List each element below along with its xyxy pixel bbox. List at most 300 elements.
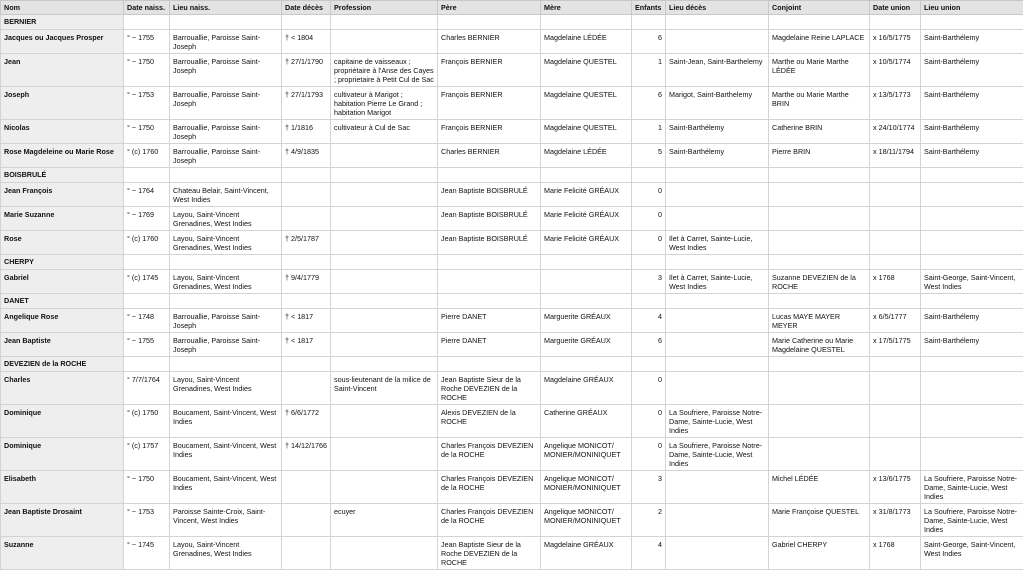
table-cell: ° ~ 1755: [124, 30, 170, 54]
table-cell: [331, 438, 438, 471]
person-name: Nicolas: [1, 120, 124, 144]
table-cell: [282, 357, 331, 372]
table-cell: 1: [632, 120, 666, 144]
table-cell: Layou, Saint-Vincent Grenadines, West Indies: [170, 537, 282, 570]
table-cell: [282, 168, 331, 183]
table-cell: x 6/5/1777: [870, 309, 921, 333]
table-row: [1, 309, 1023, 333]
table-cell: x 13/6/1775: [870, 471, 921, 504]
table-cell: ° (c) 1760: [124, 144, 170, 168]
table-cell: [438, 15, 541, 30]
table-cell: [331, 183, 438, 207]
table-cell: [331, 309, 438, 333]
table-cell: [170, 15, 282, 30]
table-cell: 0: [632, 231, 666, 255]
table-cell: ° ~ 1753: [124, 87, 170, 120]
person-name: Jean Baptiste: [1, 333, 124, 357]
table-cell: x 31/8/1773: [870, 504, 921, 537]
table-cell: [870, 357, 921, 372]
person-name: Charles: [1, 372, 124, 405]
person-name: Elisabeth: [1, 471, 124, 504]
table-cell: † 9/4/1779: [282, 270, 331, 294]
table-cell: ° 7/7/1764: [124, 372, 170, 405]
table-row: [1, 144, 1023, 168]
table-cell: [921, 438, 1023, 471]
table-cell: [769, 372, 870, 405]
table-cell: [666, 309, 769, 333]
table-cell: Lucas MAYE MAYER MEYER: [769, 309, 870, 333]
table-cell: [124, 168, 170, 183]
table-cell: Jean Baptiste BOISBRULÉ: [438, 231, 541, 255]
person-name: Rose: [1, 231, 124, 255]
table-row: [1, 405, 1023, 438]
table-cell: Saint-Barthélemy: [921, 333, 1023, 357]
table-cell: [541, 15, 632, 30]
table-cell: [331, 255, 438, 270]
table-cell: Saint-Barthélemy: [666, 120, 769, 144]
table-cell: [769, 183, 870, 207]
table-cell: Jean Baptiste Sieur de la Roche DEVEZIEN de la ROCHE: [438, 537, 541, 570]
table-cell: Magdelaine LÉDÉE: [541, 144, 632, 168]
table-cell: [921, 294, 1023, 309]
table-cell: [124, 357, 170, 372]
table-cell: Gabriel CHERPY: [769, 537, 870, 570]
table-cell: [666, 537, 769, 570]
table-cell: Charles François DEVEZIEN de la ROCHE: [438, 471, 541, 504]
table-cell: [331, 294, 438, 309]
person-name: Angelique Rose: [1, 309, 124, 333]
family-name: DANET: [1, 294, 124, 309]
table-cell: Barrouallie, Paroisse Saint-Joseph: [170, 30, 282, 54]
table-cell: sous-lieutenant de la milice de Saint-Vincent: [331, 372, 438, 405]
table-cell: [632, 168, 666, 183]
table-cell: [666, 504, 769, 537]
table-cell: Ilet à Carret, Sainte-Lucie, West Indies: [666, 270, 769, 294]
column-header[interactable]: Lieu décès: [666, 1, 769, 15]
table-cell: Magdelaine GRÉAUX: [541, 537, 632, 570]
table-cell: † 1/1816: [282, 120, 331, 144]
table-cell: x 1768: [870, 270, 921, 294]
table-cell: x 17/5/1775: [870, 333, 921, 357]
table-cell: [170, 255, 282, 270]
table-cell: Boucament, Saint-Vincent, West Indies: [170, 471, 282, 504]
table-cell: cultivateur à Cul de Sac: [331, 120, 438, 144]
table-cell: Saint-George, Saint-Vincent, West Indies: [921, 270, 1023, 294]
table-cell: [921, 357, 1023, 372]
table-cell: [541, 168, 632, 183]
table-cell: Barrouallie, Paroisse Saint-Joseph: [170, 144, 282, 168]
table-cell: [124, 15, 170, 30]
table-cell: [282, 255, 331, 270]
person-name: Marie Suzanne: [1, 207, 124, 231]
table-cell: Magdelaine QUESTEL: [541, 54, 632, 87]
table-cell: Saint-Barthélemy: [921, 120, 1023, 144]
table-cell: [666, 471, 769, 504]
person-name: Jacques ou Jacques Prosper: [1, 30, 124, 54]
column-header[interactable]: Nom: [1, 1, 124, 15]
family-name: BERNIER: [1, 15, 124, 30]
family-row: [1, 255, 1023, 270]
table-cell: † < 1817: [282, 333, 331, 357]
table-cell: ° ~ 1753: [124, 504, 170, 537]
table-cell: Marguerite GRÉAUX: [541, 309, 632, 333]
table-cell: † < 1804: [282, 30, 331, 54]
table-row: [1, 207, 1023, 231]
table-row: [1, 438, 1023, 471]
family-row: [1, 168, 1023, 183]
table-cell: [921, 15, 1023, 30]
table-cell: x 24/10/1774: [870, 120, 921, 144]
table-cell: [282, 372, 331, 405]
table-cell: [921, 207, 1023, 231]
table-cell: [769, 405, 870, 438]
table-cell: [921, 405, 1023, 438]
table-cell: [170, 168, 282, 183]
column-header[interactable]: Lieu union: [921, 1, 1023, 15]
family-row: [1, 294, 1023, 309]
table-cell: Boucament, Saint-Vincent, West Indies: [170, 438, 282, 471]
table-cell: [666, 183, 769, 207]
table-cell: x 1768: [870, 537, 921, 570]
table-cell: [331, 207, 438, 231]
table-cell: ° ~ 1750: [124, 54, 170, 87]
table-cell: Pierre DANET: [438, 333, 541, 357]
table-cell: [124, 294, 170, 309]
table-cell: [331, 144, 438, 168]
table-cell: [331, 357, 438, 372]
table-cell: [632, 15, 666, 30]
table-cell: François BERNIER: [438, 54, 541, 87]
table-cell: ° ~ 1764: [124, 183, 170, 207]
table-cell: Barrouallie, Paroisse Saint-Joseph: [170, 54, 282, 87]
table-cell: Marthe ou Marie Marthe BRIN: [769, 87, 870, 120]
table-cell: † 4/9/1835: [282, 144, 331, 168]
column-header[interactable]: Père: [438, 1, 541, 15]
table-cell: [666, 15, 769, 30]
table-cell: La Soufriere, Paroisse Notre-Dame, Sainte-Lucie, West Indies: [921, 471, 1023, 504]
table-cell: [666, 255, 769, 270]
table-cell: [541, 255, 632, 270]
table-cell: [666, 30, 769, 54]
table-cell: Angelique MONICOT/ MONIER/MONINIQUET: [541, 438, 632, 471]
table-cell: [870, 294, 921, 309]
table-cell: Marie Felicité GRÉAUX: [541, 183, 632, 207]
table-cell: 6: [632, 333, 666, 357]
table-cell: [282, 294, 331, 309]
table-cell: [666, 333, 769, 357]
table-row: [1, 504, 1023, 537]
table-cell: Angelique MONICOT/ MONIER/MONINIQUET: [541, 504, 632, 537]
table-cell: Alexis DEVEZIEN de la ROCHE: [438, 405, 541, 438]
table-cell: [666, 207, 769, 231]
table-cell: [870, 405, 921, 438]
table-cell: [769, 438, 870, 471]
table-cell: Chateau Belair, Saint-Vincent, West Indies: [170, 183, 282, 207]
table-cell: Magdelaine GRÉAUX: [541, 372, 632, 405]
table-cell: ° ~ 1750: [124, 471, 170, 504]
table-cell: [769, 168, 870, 183]
table-cell: 0: [632, 405, 666, 438]
table-row: [1, 231, 1023, 255]
table-cell: [921, 372, 1023, 405]
table-cell: 3: [632, 471, 666, 504]
table-cell: Pierre DANET: [438, 309, 541, 333]
table-cell: Marigot, Saint-Barthelemy: [666, 87, 769, 120]
table-cell: Suzanne DEVEZIEN de la ROCHE: [769, 270, 870, 294]
table-cell: [331, 471, 438, 504]
table-cell: 1: [632, 54, 666, 87]
table-cell: Saint-Barthélemy: [921, 309, 1023, 333]
table-cell: [541, 270, 632, 294]
table-cell: [921, 168, 1023, 183]
table-cell: [331, 333, 438, 357]
table-cell: Magdelaine QUESTEL: [541, 87, 632, 120]
table-cell: [769, 357, 870, 372]
table-cell: [282, 183, 331, 207]
table-cell: 4: [632, 309, 666, 333]
person-name: Dominique: [1, 405, 124, 438]
table-cell: 6: [632, 87, 666, 120]
table-cell: x 16/5/1775: [870, 30, 921, 54]
table-cell: 0: [632, 372, 666, 405]
table-cell: ° ~ 1748: [124, 309, 170, 333]
table-cell: [438, 294, 541, 309]
table-cell: Catherine GRÉAUX: [541, 405, 632, 438]
table-cell: 0: [632, 207, 666, 231]
table-cell: [438, 255, 541, 270]
table-cell: [632, 255, 666, 270]
table-cell: [331, 270, 438, 294]
table-cell: [331, 168, 438, 183]
table-cell: [870, 15, 921, 30]
table-row: [1, 333, 1023, 357]
table-cell: [282, 504, 331, 537]
table-row: [1, 120, 1023, 144]
column-header[interactable]: Enfants: [632, 1, 666, 15]
table-cell: [870, 255, 921, 270]
family-name: DEVEZIEN de la ROCHE: [1, 357, 124, 372]
table-cell: Pierre BRIN: [769, 144, 870, 168]
family-row: [1, 357, 1023, 372]
table-cell: Paroisse Sainte-Croix, Saint-Vincent, West Indies: [170, 504, 282, 537]
table-cell: [870, 168, 921, 183]
table-cell: Jean Baptiste Sieur de la Roche DEVEZIEN de la ROCHE: [438, 372, 541, 405]
table-cell: [438, 357, 541, 372]
table-cell: [769, 255, 870, 270]
table-cell: [331, 15, 438, 30]
table-cell: [666, 357, 769, 372]
table-cell: Magdelaine LÉDÉE: [541, 30, 632, 54]
table-cell: Marie Felicité GRÉAUX: [541, 207, 632, 231]
column-header[interactable]: Date union: [870, 1, 921, 15]
table-cell: [282, 207, 331, 231]
table-cell: 0: [632, 438, 666, 471]
table-cell: [282, 537, 331, 570]
person-name: Rose Magdeleine ou Marie Rose: [1, 144, 124, 168]
table-cell: [870, 438, 921, 471]
table-cell: † < 1817: [282, 309, 331, 333]
table-cell: François BERNIER: [438, 87, 541, 120]
table-cell: ecuyer: [331, 504, 438, 537]
table-cell: x 18/11/1794: [870, 144, 921, 168]
table-cell: Barrouallie, Paroisse Saint-Joseph: [170, 309, 282, 333]
table-cell: [438, 168, 541, 183]
table-cell: ° (c) 1757: [124, 438, 170, 471]
table-cell: La Soufriere, Paroisse Notre-Dame, Sainte-Lucie, West Indies: [666, 405, 769, 438]
table-cell: [870, 372, 921, 405]
table-cell: [331, 537, 438, 570]
person-name: Joseph: [1, 87, 124, 120]
table-cell: Charles BERNIER: [438, 144, 541, 168]
table-cell: Marthe ou Marie Marthe LÉDÉE: [769, 54, 870, 87]
table-cell: [666, 372, 769, 405]
person-name: Dominique: [1, 438, 124, 471]
person-name: Gabriel: [1, 270, 124, 294]
table-cell: † 27/1/1793: [282, 87, 331, 120]
table-cell: [170, 357, 282, 372]
table-header: [1, 1, 1023, 15]
table-cell: Angelique MONICOT/ MONIER/MONINIQUET: [541, 471, 632, 504]
table-cell: [632, 357, 666, 372]
table-cell: [124, 255, 170, 270]
table-cell: Jean Baptiste BOISBRULÉ: [438, 207, 541, 231]
table-cell: [541, 294, 632, 309]
table-cell: [870, 231, 921, 255]
table-cell: [666, 168, 769, 183]
table-cell: Catherine BRIN: [769, 120, 870, 144]
table-cell: Layou, Saint-Vincent Grenadines, West Indies: [170, 372, 282, 405]
table-cell: x 10/5/1774: [870, 54, 921, 87]
table-cell: Charles François DEVEZIEN de la ROCHE: [438, 438, 541, 471]
table-cell: 5: [632, 144, 666, 168]
table-cell: x 13/5/1773: [870, 87, 921, 120]
table-cell: Marguerite GRÉAUX: [541, 333, 632, 357]
table-cell: [331, 231, 438, 255]
table-cell: ° (c) 1745: [124, 270, 170, 294]
table-cell: Michel LÉDÉE: [769, 471, 870, 504]
table-cell: Layou, Saint-Vincent Grenadines, West Indies: [170, 207, 282, 231]
table-cell: [921, 183, 1023, 207]
table-cell: [769, 207, 870, 231]
table-row: [1, 471, 1023, 504]
table-cell: [331, 405, 438, 438]
table-cell: [632, 294, 666, 309]
table-cell: 6: [632, 30, 666, 54]
column-header[interactable]: Lieu naiss.: [170, 1, 282, 15]
table-cell: Jean Baptiste BOISBRULÉ: [438, 183, 541, 207]
column-header[interactable]: Date décès: [282, 1, 331, 15]
column-header[interactable]: Mère: [541, 1, 632, 15]
table-cell: Boucament, Saint-Vincent, West Indies: [170, 405, 282, 438]
table-cell: [438, 270, 541, 294]
table-cell: ° ~ 1745: [124, 537, 170, 570]
family-name: CHERPY: [1, 255, 124, 270]
table-cell: [870, 183, 921, 207]
table-cell: Barrouallie, Paroisse Saint-Joseph: [170, 87, 282, 120]
table-cell: 0: [632, 183, 666, 207]
table-cell: Barrouallie, Paroisse Saint-Joseph: [170, 120, 282, 144]
table-cell: [541, 357, 632, 372]
table-cell: Magdelaine QUESTEL: [541, 120, 632, 144]
table-cell: [331, 30, 438, 54]
table-cell: Saint-George, Saint-Vincent, West Indies: [921, 537, 1023, 570]
table-row: [1, 270, 1023, 294]
table-cell: Marie Felicité GRÉAUX: [541, 231, 632, 255]
table-cell: † 27/1/1790: [282, 54, 331, 87]
table-cell: Saint-Barthélemy: [921, 54, 1023, 87]
table-cell: 2: [632, 504, 666, 537]
table-cell: 3: [632, 270, 666, 294]
table-cell: ° (c) 1750: [124, 405, 170, 438]
table-cell: La Soufriere, Paroisse Notre-Dame, Sainte-Lucie, West Indies: [921, 504, 1023, 537]
table-cell: Saint-Barthélemy: [666, 144, 769, 168]
table-cell: [170, 294, 282, 309]
table-cell: François BERNIER: [438, 120, 541, 144]
table-cell: Marie Françoise QUESTEL: [769, 504, 870, 537]
table-cell: ° ~ 1769: [124, 207, 170, 231]
table-cell: † 2/5/1787: [282, 231, 331, 255]
table-cell: † 14/12/1766: [282, 438, 331, 471]
table-row: [1, 183, 1023, 207]
table-cell: [282, 471, 331, 504]
table-cell: cultivateur à Marigot ; habitation Pierre Le Grand ; habitation Marigot: [331, 87, 438, 120]
table-row: [1, 537, 1023, 570]
table-cell: Charles BERNIER: [438, 30, 541, 54]
table-cell: La Soufriere, Paroisse Notre-Dame, Sainte-Lucie, West Indies: [666, 438, 769, 471]
table-cell: capitaine de vaisseaux ; propriétaire à l'Anse des Cayes ; proprietaire à Petit Cul de Sac: [331, 54, 438, 87]
table-cell: [769, 15, 870, 30]
table-cell: [769, 231, 870, 255]
table-cell: ° (c) 1760: [124, 231, 170, 255]
table-row: [1, 87, 1023, 120]
table-body: [1, 15, 1023, 570]
person-name: Jean François: [1, 183, 124, 207]
person-name: Jean Baptiste Drosaint: [1, 504, 124, 537]
column-header[interactable]: Conjoint: [769, 1, 870, 15]
table-cell: Saint-Barthélemy: [921, 87, 1023, 120]
header-row: [1, 1, 1023, 15]
table-cell: 4: [632, 537, 666, 570]
table-row: [1, 54, 1023, 87]
table-cell: Layou, Saint-Vincent Grenadines, West Indies: [170, 231, 282, 255]
column-header[interactable]: Date naiss.: [124, 1, 170, 15]
table-cell: [282, 15, 331, 30]
column-header[interactable]: Profession: [331, 1, 438, 15]
person-name: Jean: [1, 54, 124, 87]
table-cell: [921, 231, 1023, 255]
table-row: [1, 372, 1023, 405]
table-cell: [870, 207, 921, 231]
table-cell: † 6/6/1772: [282, 405, 331, 438]
table-row: [1, 30, 1023, 54]
table-cell: [666, 294, 769, 309]
table-cell: Marie Catherine ou Marie Magdelaine QUESTEL: [769, 333, 870, 357]
table-cell: ° ~ 1750: [124, 120, 170, 144]
table-cell: Layou, Saint-Vincent Grenadines, West Indies: [170, 270, 282, 294]
table-cell: Saint-Barthélemy: [921, 30, 1023, 54]
table-cell: [921, 255, 1023, 270]
person-name: Suzanne: [1, 537, 124, 570]
table-cell: Barrouallie, Paroisse Saint-Joseph: [170, 333, 282, 357]
table-cell: Magdelaine Reine LAPLACE: [769, 30, 870, 54]
table-cell: Saint-Barthélemy: [921, 144, 1023, 168]
family-name: BOISBRULÉ: [1, 168, 124, 183]
family-row: [1, 15, 1023, 30]
table-cell: [769, 294, 870, 309]
table-cell: ° ~ 1755: [124, 333, 170, 357]
table-cell: Ilet à Carret, Sainte-Lucie, West Indies: [666, 231, 769, 255]
table-cell: Saint-Jean, Saint-Barthelemy: [666, 54, 769, 87]
